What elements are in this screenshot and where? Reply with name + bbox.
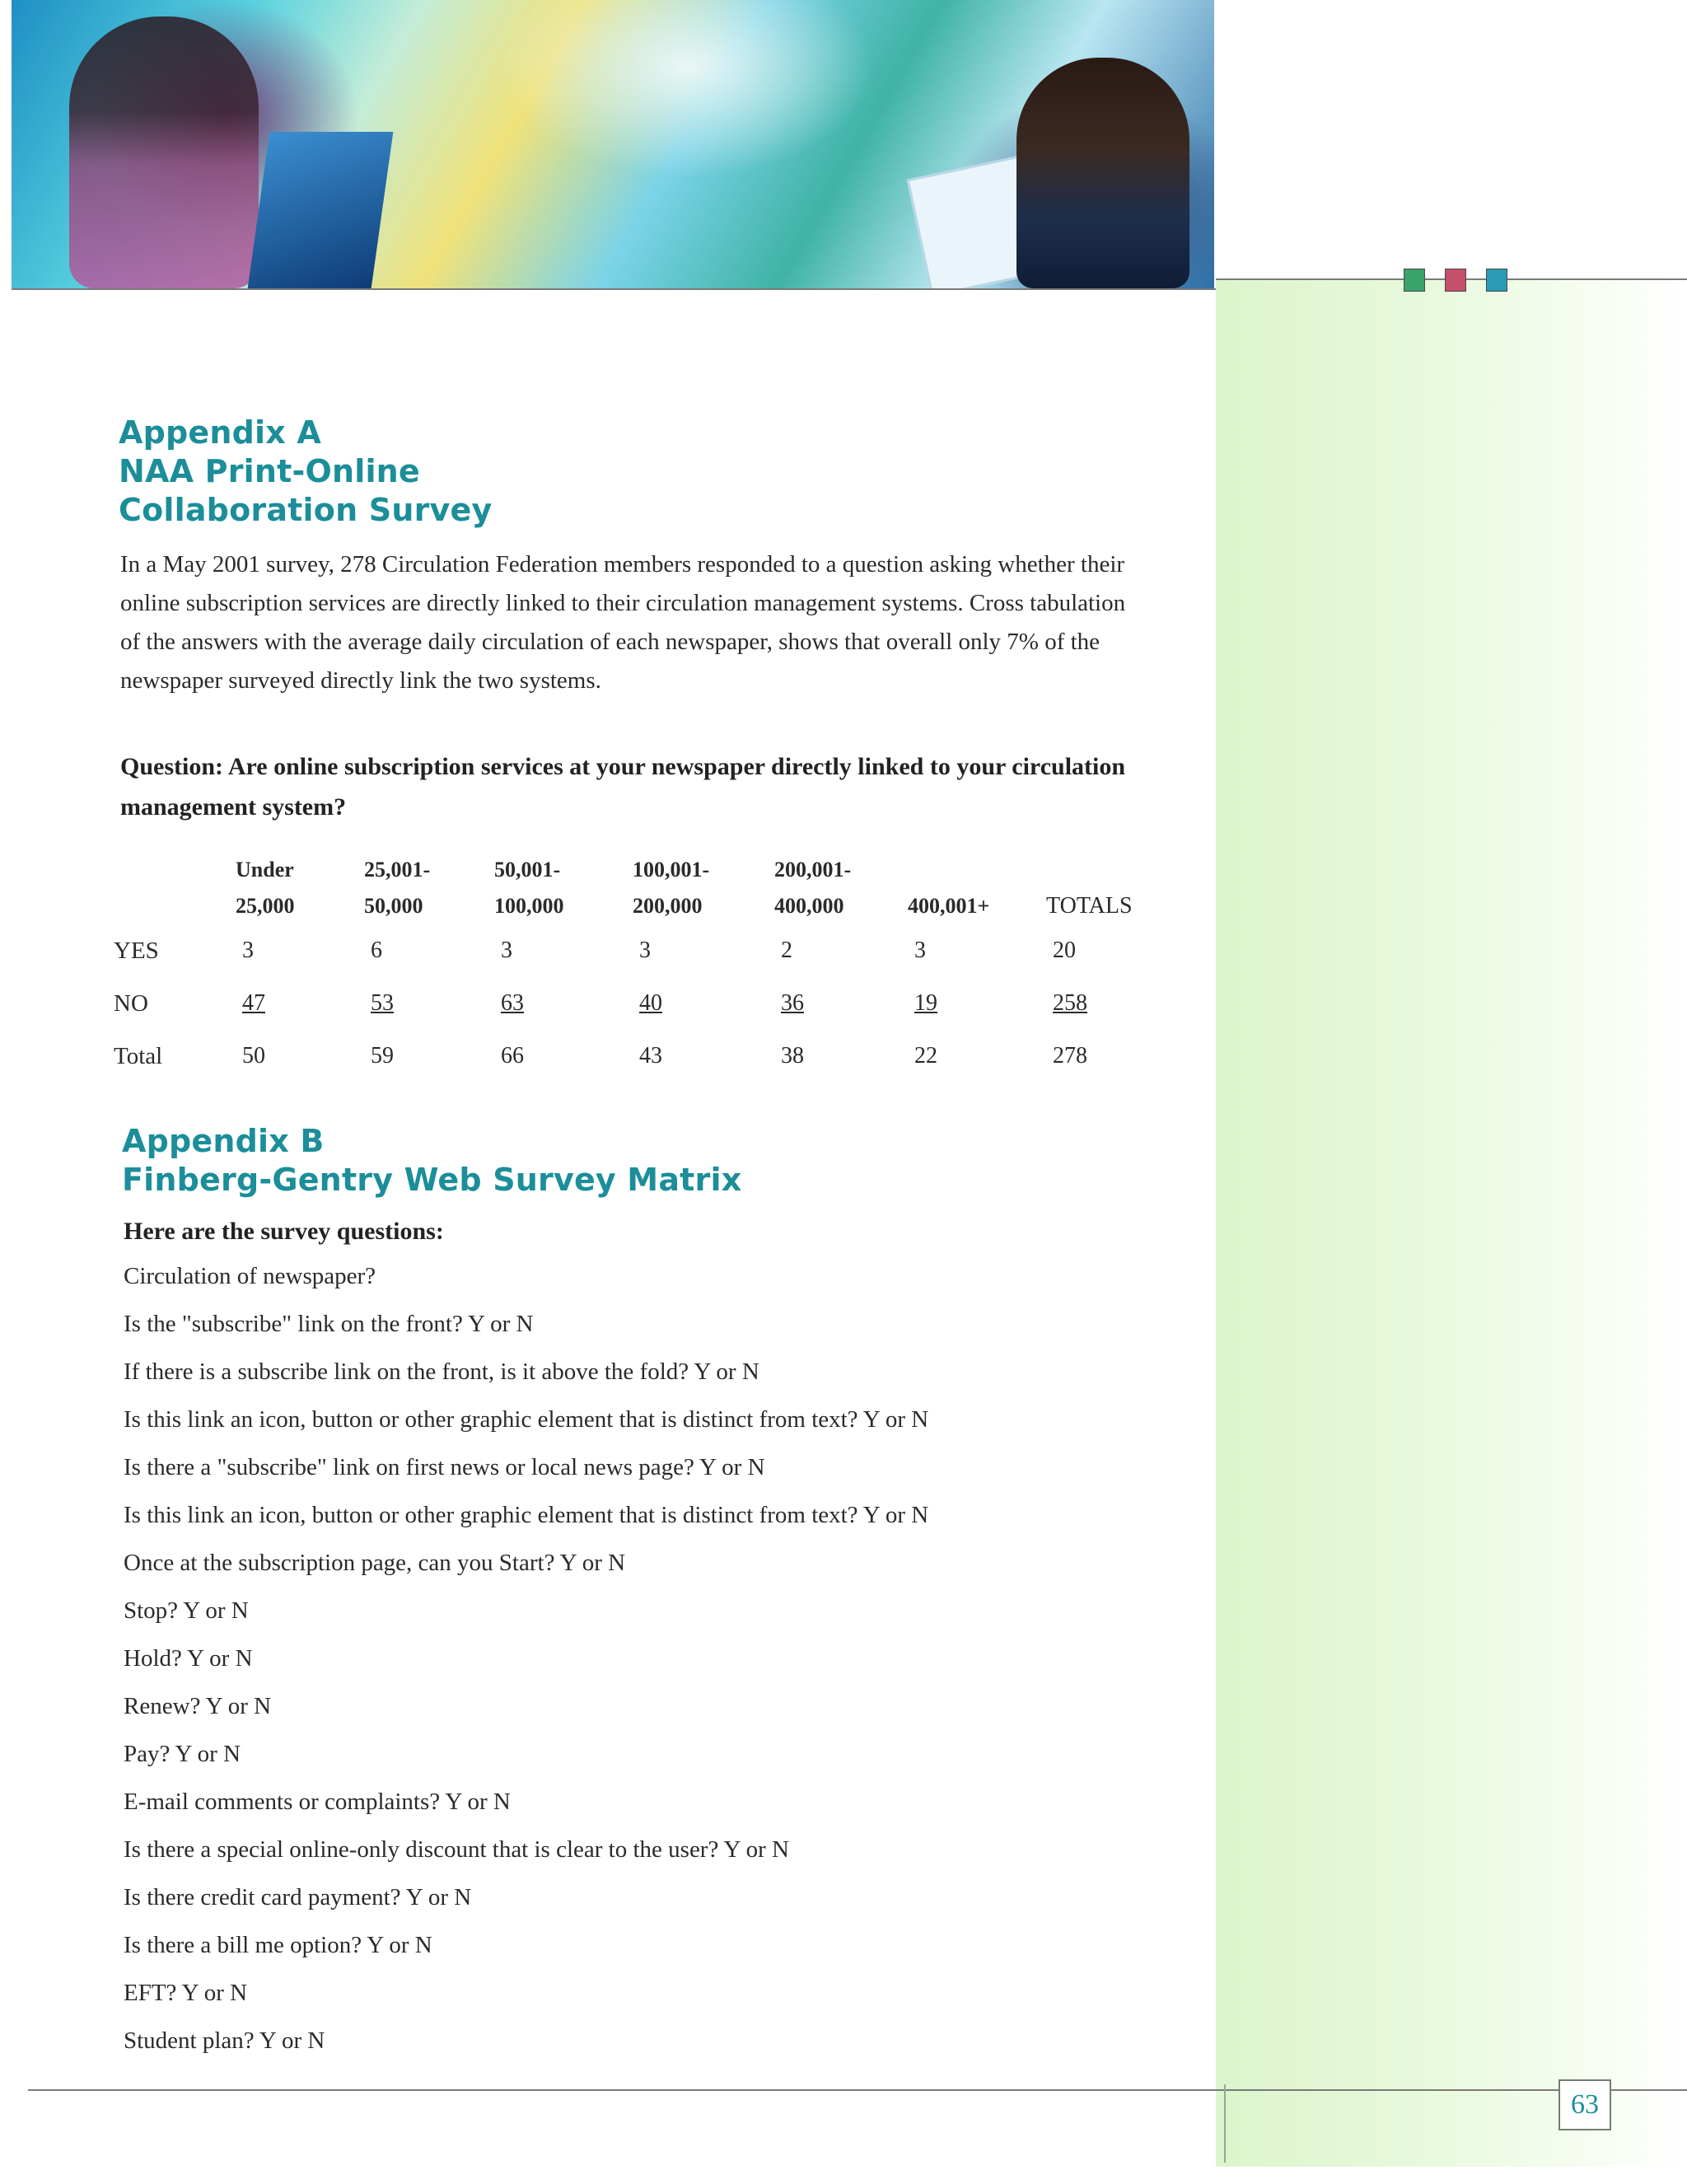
- page-number: 63: [1558, 2079, 1611, 2130]
- table-header-row: [114, 842, 1145, 924]
- list-item: Is there a "subscribe" link on first news or local news page? Y or N: [124, 1454, 765, 1480]
- table-cell: 6: [371, 938, 382, 963]
- list-item: Stop? Y or N: [124, 1597, 249, 1624]
- side-panel: [1216, 280, 1687, 2167]
- appendix-a-title-line1: Appendix A: [119, 414, 322, 451]
- table-header-cell: 400,001+: [908, 894, 990, 918]
- list-item: Pay? Y or N: [124, 1741, 241, 1767]
- side-divider: [1224, 2084, 1226, 2163]
- table-cell: 47: [242, 990, 265, 1016]
- table-cell: 3: [639, 938, 651, 963]
- row-label: YES: [114, 937, 159, 964]
- appendix-b-title-line1: Appendix B: [122, 1123, 325, 1159]
- table-cell: 38: [781, 1043, 804, 1069]
- row-label: NO: [114, 989, 148, 1017]
- table-cell: 36: [781, 990, 804, 1016]
- list-item: Renew? Y or N: [124, 1693, 272, 1719]
- appendix-b-title-line2: Finberg-Gentry Web Survey Matrix: [122, 1162, 742, 1198]
- table-row: [114, 1030, 1145, 1083]
- table-cell: 3: [242, 938, 254, 963]
- row-label: Total: [114, 1042, 163, 1069]
- table-cell: 43: [639, 1043, 662, 1069]
- green-square-icon: [1404, 269, 1425, 292]
- computer-monitor-illustration: [248, 132, 394, 288]
- table-header-cell: 25,001- 50,000: [364, 858, 431, 918]
- footer-rule: [28, 2089, 1687, 2091]
- table-cell: 40: [639, 990, 662, 1016]
- header-illustration: [12, 0, 1214, 288]
- table-cell: 19: [914, 990, 937, 1016]
- table-row: [114, 924, 1145, 977]
- table-row: [114, 977, 1145, 1030]
- table-cell: 258: [1053, 990, 1087, 1016]
- list-item: EFT? Y or N: [124, 1980, 248, 2006]
- list-item: Student plan? Y or N: [124, 2027, 325, 2054]
- appendix-a-title-line3: Collaboration Survey: [119, 492, 493, 528]
- table-header-cell: 200,001- 400,000: [774, 858, 852, 918]
- header-rule: [12, 288, 1216, 290]
- list-item: Is this link an icon, button or other graphic element that is distinct from text? Y or N: [124, 1406, 929, 1433]
- list-item: Hold? Y or N: [124, 1645, 253, 1672]
- table-cell: 278: [1053, 1043, 1087, 1069]
- list-item: Is there a special online-only discount that is clear to the user? Y or N: [124, 1836, 789, 1863]
- table-header-cell: Under 25,000: [236, 858, 295, 918]
- list-item: Is there credit card payment? Y or N: [124, 1884, 472, 1910]
- teal-square-icon: [1486, 269, 1507, 292]
- appendix-b-title: [122, 1122, 741, 1200]
- table-cell: 20: [1053, 938, 1076, 963]
- appendix-b-subhead: Here are the survey questions:: [124, 1218, 444, 1245]
- appendix-a-question: Question: Are online subscription services at your newspaper directly linked to your circulation management system?: [120, 753, 1126, 821]
- table-cell: 66: [501, 1043, 524, 1069]
- list-item: Is there a bill me option? Y or N: [124, 1932, 432, 1958]
- table-cell: 53: [371, 990, 394, 1016]
- list-item: Circulation of newspaper?: [124, 1263, 376, 1289]
- list-item: Is the "subscribe" link on the front? Y or N: [124, 1311, 534, 1337]
- table-cell: 3: [501, 938, 512, 963]
- list-item: Is this link an icon, button or other graphic element that is distinct from text? Y or N: [124, 1502, 929, 1528]
- table-header-blank: [114, 842, 236, 924]
- table-cell: 50: [242, 1043, 265, 1069]
- table-cell: 63: [501, 990, 524, 1016]
- man-figure: [1016, 58, 1189, 288]
- table-cell: 22: [914, 1043, 937, 1069]
- table-cell: 2: [781, 938, 792, 963]
- table-cell: 3: [914, 938, 926, 963]
- list-item: Once at the subscription page, can you Start? Y or N: [124, 1550, 626, 1576]
- red-square-icon: [1445, 269, 1466, 292]
- woman-figure: [69, 16, 259, 288]
- table-header-cell: 100,001- 200,000: [633, 858, 710, 918]
- list-item: If there is a subscribe link on the front, is it above the fold? Y or N: [124, 1359, 759, 1385]
- survey-question-list: [124, 1252, 928, 2065]
- appendix-a-title-line2: NAA Print-Online: [119, 453, 420, 489]
- list-item: E-mail comments or complaints? Y or N: [124, 1789, 511, 1815]
- table-header-cell: 50,001- 100,000: [494, 858, 564, 918]
- appendix-a-intro: In a May 2001 survey, 278 Circulation Federation members responded to a question asking whether their online subscription services are directly linked to their circulation management systems. Cross tabulation of the answers with the average daily circulation of each newspaper, shows that overall only 7% of the newspaper surveyed directly link the two systems.: [120, 551, 1126, 694]
- table-header-cell: TOTALS: [1046, 893, 1133, 919]
- appendix-a-title: [119, 414, 492, 530]
- table-cell: 59: [371, 1043, 394, 1069]
- survey-table: [114, 842, 1145, 1083]
